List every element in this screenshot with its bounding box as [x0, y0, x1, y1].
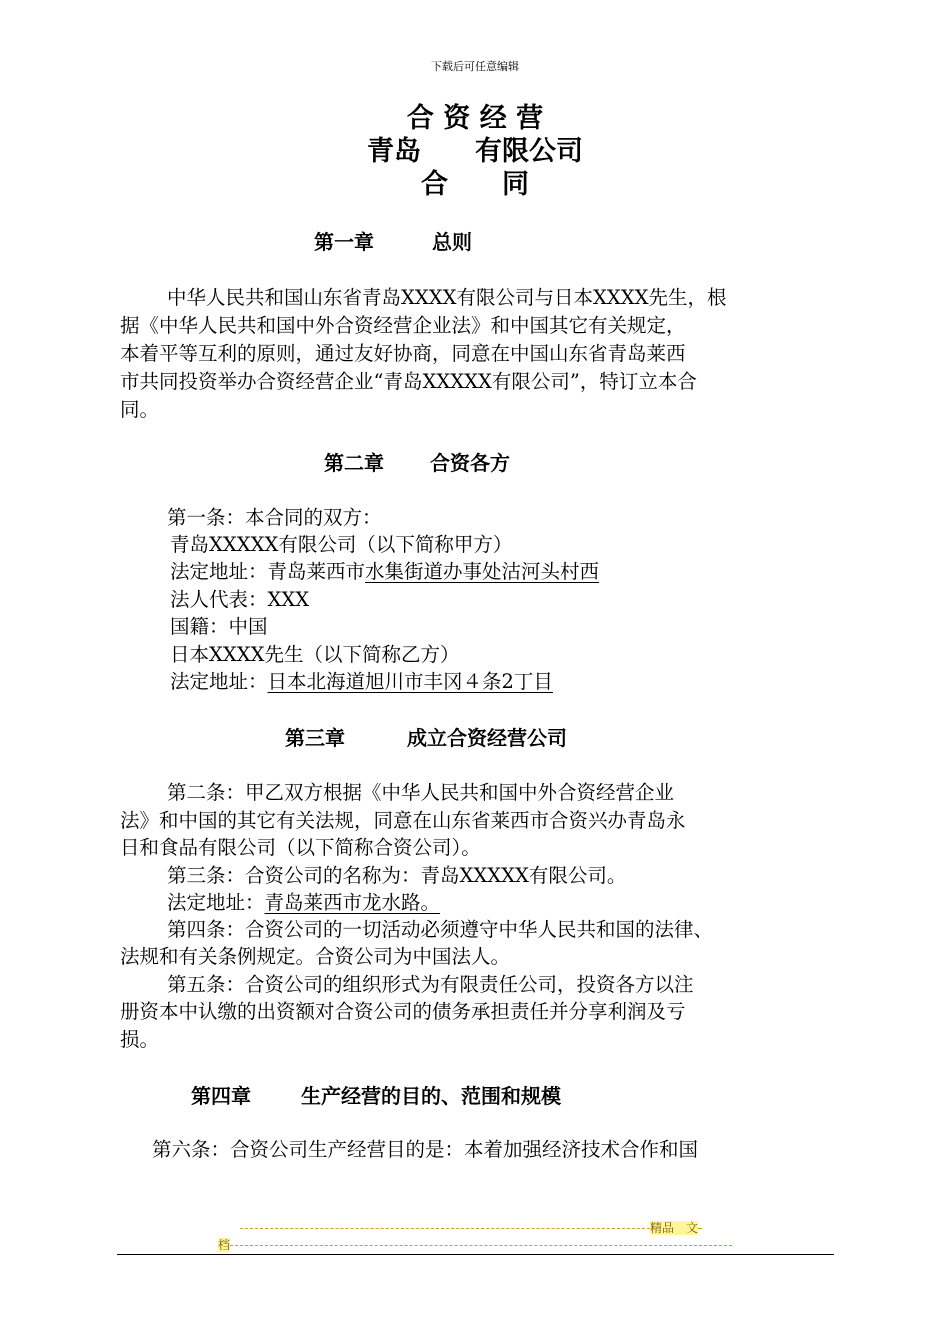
article-4-line: 法规和有关条例规定。合资公司为中国法人。 [120, 945, 511, 968]
chapter-3-name: 成立合资经营公司 [407, 726, 567, 750]
article-2-line: 第二条：甲乙双方根据《中华人民共和国中外合资经营企业 [167, 781, 675, 804]
chapter-1-number: 第一章 [314, 230, 374, 254]
chapter-1-body-line: 市共同投资举办合资经营企业“青岛XXXXX有限公司”，特订立本合 [120, 370, 697, 393]
party-a-address-value: 水集街道办事处沽河头村西 [365, 560, 600, 583]
chapter-1-body-line: 本着平等互利的原则，通过友好协商，同意在中国山东省青岛莱西 [120, 342, 686, 365]
party-a-representative: 法人代表：XXX [170, 588, 310, 611]
party-a-address-label: 法定地址：青岛莱西市 [170, 560, 366, 583]
article-1: 第一条：本合同的双方： [167, 506, 382, 529]
chapter-2-heading [324, 449, 510, 477]
article-2-line: 日和食品有限公司（以下简称合资公司）。 [120, 836, 481, 859]
company-address-label: 法定地址： [167, 891, 265, 914]
company-address-value: 青岛莱西市龙水路。 [264, 891, 441, 914]
company-address [167, 889, 440, 917]
footer-label-b [218, 1237, 732, 1253]
chapter-3-heading [285, 724, 567, 752]
article-4-line: 第四条：合资公司的一切活动必须遵守中华人民共和国的法律、 [167, 918, 714, 941]
article-3: 第三条：合资公司的名称为：青岛XXXXX有限公司。 [167, 864, 627, 887]
party-a-address [170, 558, 599, 586]
party-b-address-value: 日本北海道旭川市丰冈４条2丁目 [267, 670, 553, 693]
party-b-name: 日本XXXX先生（以下简称乙方） [170, 643, 460, 666]
article-5-line: 损。 [120, 1028, 160, 1051]
article-2-line: 法》和中国的其它有关法规，同意在山东省莱西市合资兴办青岛永 [120, 809, 686, 832]
chapter-4-heading [191, 1082, 561, 1110]
chapter-1-name: 总则 [432, 230, 472, 254]
article-6: 第六条：合资公司生产经营目的是：本着加强经济技术合作和国 [152, 1138, 699, 1161]
header-note: 下载后可任意编辑 [431, 60, 519, 73]
footer-label-a [240, 1220, 702, 1236]
chapter-4-name: 生产经营的目的、范围和规模 [301, 1084, 561, 1108]
title-line-1: 合 资 经 营 [406, 103, 544, 134]
chapter-1-body-line: 据《中华人民共和国中外合资经营企业法》和中国其它有关规定， [120, 314, 686, 337]
chapter-4-number: 第四章 [191, 1084, 251, 1108]
chapter-1-heading [314, 228, 472, 256]
party-a-nationality: 国籍：中国 [170, 615, 268, 638]
chapter-2-number: 第二章 [324, 451, 384, 475]
chapter-3-number: 第三章 [285, 726, 345, 750]
title-line-3: 合 同 [421, 169, 529, 200]
party-b-address-label: 法定地址： [170, 670, 268, 693]
party-a-name: 青岛XXXXX有限公司（以下简称甲方） [170, 533, 513, 556]
footer-rule [117, 1254, 834, 1255]
footer-label-a-text: 精品 文 [650, 1221, 699, 1235]
article-5-line: 册资本中认缴的出资额对合资公司的债务承担责任并分享利润及亏 [120, 1000, 686, 1023]
footer-label-b-text: 档 [218, 1238, 231, 1252]
chapter-1-body-line: 中华人民共和国山东省青岛XXXX有限公司与日本XXXX先生，根 [167, 286, 727, 309]
party-b-address [170, 668, 553, 696]
chapter-1-body-line: 同。 [120, 398, 160, 421]
chapter-2-name: 合资各方 [430, 451, 510, 475]
article-5-line: 第五条：合资公司的组织形式为有限责任公司，投资各方以注 [167, 973, 694, 996]
title-line-2: 青岛 有限公司 [367, 136, 583, 167]
